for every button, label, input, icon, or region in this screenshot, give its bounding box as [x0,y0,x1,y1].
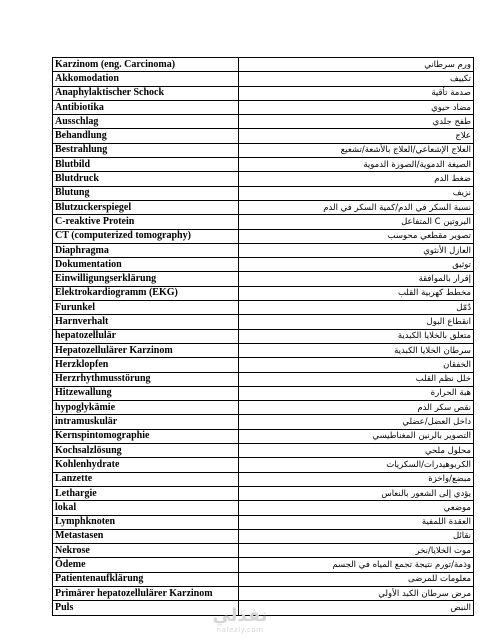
arabic-translation: نقص سكر الدم [239,401,474,415]
german-term: lokal [53,501,239,515]
arabic-translation: انقطاع البول [239,315,474,329]
arabic-translation: مبضع/واخزة [239,472,474,486]
arabic-translation: مضاد حيوي [239,100,474,114]
arabic-translation: تكييف [239,72,474,86]
german-term: Patientenaufklärung [53,572,239,586]
german-term: Kochsalzlösung [53,444,239,458]
german-term: Akkomodation [53,72,239,86]
arabic-translation: صدمة تأقية [239,86,474,100]
table-row [53,401,474,415]
arabic-translation: الصيغة الدموية/الصورة الدموية [239,158,474,172]
table-row [53,572,474,586]
german-term: Blutdruck [53,172,239,186]
table-row [53,243,474,257]
table-row [53,129,474,143]
german-term: Einwilligungserklärung [53,272,239,286]
table-row [53,601,474,615]
table-row [53,272,474,286]
glossary-body [53,58,474,616]
arabic-translation: العازل الأنثوي [239,243,474,257]
arabic-translation: وذمة/تورم نتيجة تجمع المياه في الجسم [239,558,474,572]
german-term: Karzinom (eng. Carcinoma) [53,58,239,72]
german-term: Antibiotika [53,100,239,114]
table-row [53,415,474,429]
german-term: Herzklopfen [53,358,239,372]
arabic-translation: يؤدي إلى الشعور بالنعاس [239,486,474,500]
table-row [53,329,474,343]
arabic-translation: داخل العضل/عضلي [239,415,474,429]
german-term: Furunkel [53,301,239,315]
table-row [53,343,474,357]
arabic-translation: الكربوهيدرات/السكريات [239,458,474,472]
arabic-translation: دُمّل [239,301,474,315]
arabic-translation: موضعي [239,501,474,515]
arabic-translation: سرطان الخلايا الكبدية [239,343,474,357]
table-row [53,586,474,600]
table-row [53,143,474,157]
german-term: Hepatozellulärer Karzinom [53,343,239,357]
german-term: Hitzewallung [53,386,239,400]
german-term: Elektrokardiogramm (EKG) [53,286,239,300]
arabic-translation: علاج [239,129,474,143]
table-row [53,544,474,558]
arabic-translation: ورم سرطاني [239,58,474,72]
table-row [53,558,474,572]
table-row [53,158,474,172]
german-term: Kernspintomographie [53,429,239,443]
table-row [53,200,474,214]
german-term: Dokumentation [53,258,239,272]
arabic-translation: إقرار بالموافقة [239,272,474,286]
german-term: Harnverhalt [53,315,239,329]
arabic-translation: العلاج الإشعاعي/العلاج بالأشعة/تشعيع [239,143,474,157]
table-row [53,444,474,458]
german-term: Kohlenhydrate [53,458,239,472]
arabic-translation: النبض [239,601,474,615]
arabic-translation: موت الخلايا/نخر [239,544,474,558]
german-term: Blutbild [53,158,239,172]
arabic-translation: معلومات للمرضى [239,572,474,586]
table-row [53,115,474,129]
german-term: Lymphknoten [53,515,239,529]
table-row [53,58,474,72]
german-term: Nekrose [53,544,239,558]
german-term: Ödeme [53,558,239,572]
arabic-translation: توثيق [239,258,474,272]
arabic-translation: نقائل [239,529,474,543]
arabic-translation: متعلق بالخلايا الكبدية [239,329,474,343]
arabic-translation: البروتين C المتفاعل [239,215,474,229]
arabic-translation: محلول ملحي [239,444,474,458]
table-row [53,515,474,529]
arabic-translation: هبة الحرارة [239,386,474,400]
table-row [53,358,474,372]
german-term: Metastasen [53,529,239,543]
table-row [53,72,474,86]
watermark-url: nafezly.com [216,626,264,634]
table-row [53,301,474,315]
arabic-translation: العقدة اللمفية [239,515,474,529]
table-row [53,100,474,114]
german-term: Anaphylaktischer Schock [53,86,239,100]
table-row [53,386,474,400]
german-term: Blutung [53,186,239,200]
arabic-translation: مرض سرطان الكبد الأولي [239,586,474,600]
table-row [53,486,474,500]
glossary-table [52,57,474,616]
table-row [53,429,474,443]
german-term: Herzrhythmusstörung [53,372,239,386]
german-term: Bestrahlung [53,143,239,157]
table-row [53,286,474,300]
arabic-translation: خلل نظم القلب [239,372,474,386]
german-term: Primärer hepatozellulärer Karzinom [53,586,239,600]
german-term: Ausschlag [53,115,239,129]
german-term: hepatozellulär [53,329,239,343]
watermark-logo: نفذلي [212,605,268,626]
arabic-translation: نسبة السكر في الدم/كمية السكر في الدم [239,200,474,214]
arabic-translation: ضغط الدم [239,172,474,186]
arabic-translation: طفح جلدي [239,115,474,129]
german-term: Diaphragma [53,243,239,257]
table-row [53,529,474,543]
table-row [53,501,474,515]
arabic-translation: الخفقان [239,358,474,372]
table-row [53,472,474,486]
arabic-translation: تصوير مقطعي محوسب [239,229,474,243]
arabic-translation: التصوير بالرنين المغناطيسي [239,429,474,443]
german-term: CT (computerized tomography) [53,229,239,243]
german-term: Blutzuckerspiegel [53,200,239,214]
german-term: Lanzette [53,472,239,486]
table-row [53,172,474,186]
table-row [53,258,474,272]
german-term: intramuskulär [53,415,239,429]
german-term: Behandlung [53,129,239,143]
german-term: C-reaktive Protein [53,215,239,229]
table-row [53,229,474,243]
german-term: Puls [53,601,239,615]
german-term: hypoglykämie [53,401,239,415]
table-row [53,372,474,386]
arabic-translation: مخطط كهربية القلب [239,286,474,300]
arabic-translation: نزيف [239,186,474,200]
table-row [53,186,474,200]
table-row [53,458,474,472]
table-row [53,215,474,229]
table-row [53,315,474,329]
table-row [53,86,474,100]
german-term: Lethargie [53,486,239,500]
